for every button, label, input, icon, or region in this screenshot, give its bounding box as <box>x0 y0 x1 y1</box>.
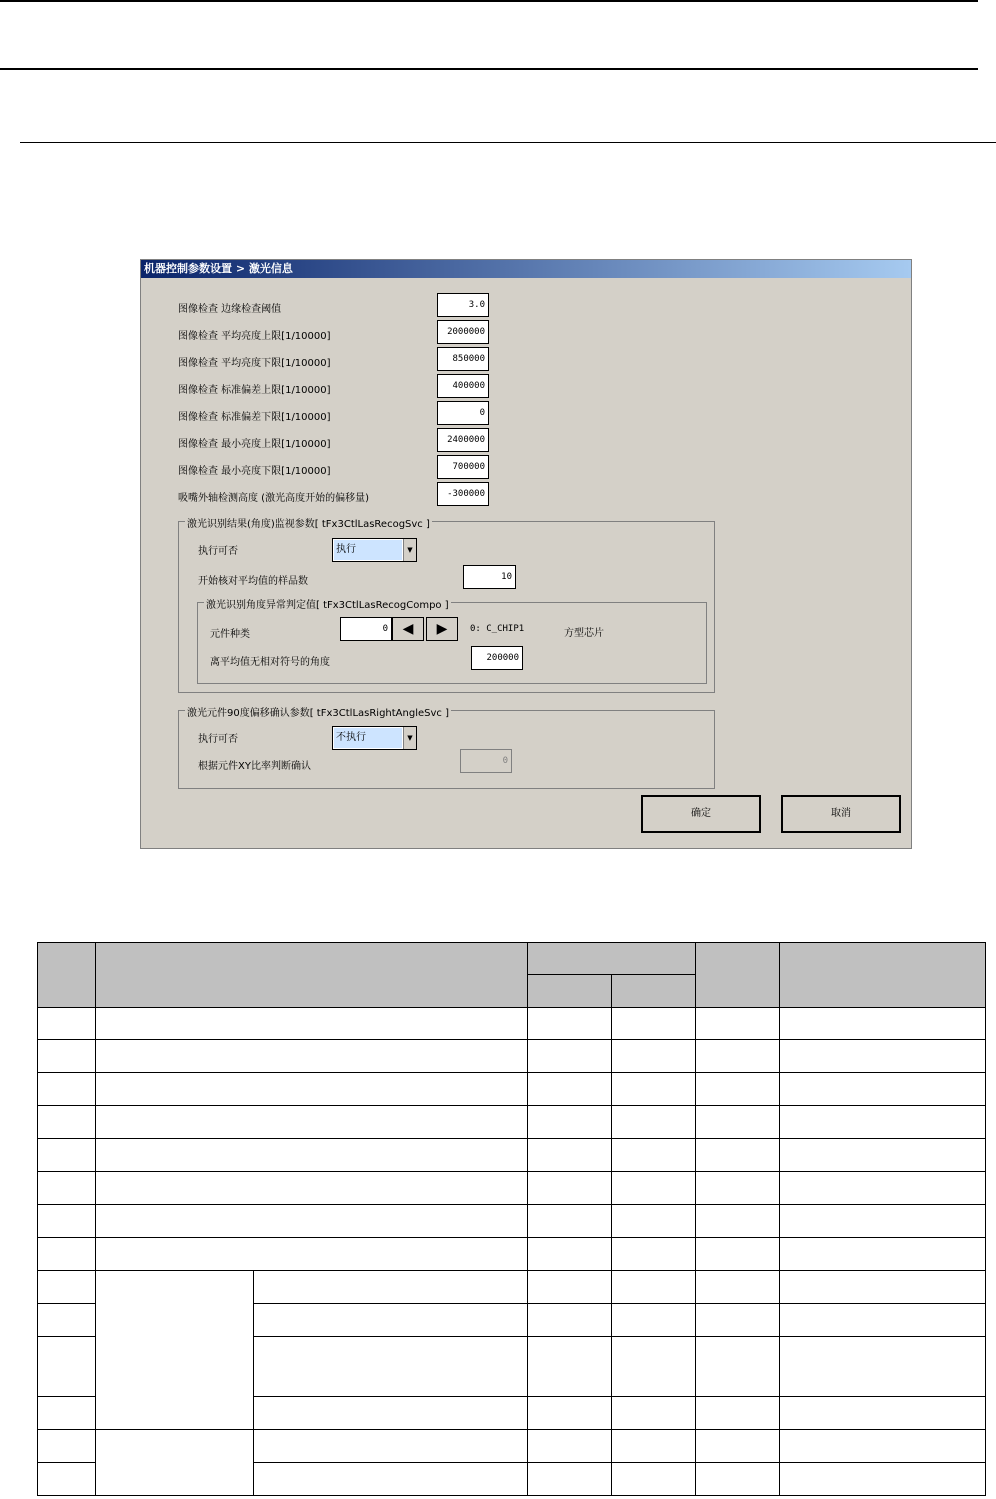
param-label-std-dev-lower: 图像检查 标准偏差下限[1/10000] <box>178 412 331 423</box>
ok-button[interactable]: 确定 <box>641 795 761 833</box>
param-input-std-dev-upper[interactable]: 400000 <box>437 374 489 398</box>
header-cell <box>96 943 528 1008</box>
parameter-spec-table <box>37 942 986 1496</box>
param-input-min-bright-upper[interactable]: 2400000 <box>437 428 489 452</box>
param-label-avg-bright-upper: 图像检查 平均亮度上限[1/10000] <box>178 331 331 342</box>
table-row <box>38 1073 986 1106</box>
group2-exec-select[interactable] <box>332 726 417 750</box>
table-row <box>38 1271 986 1304</box>
table-row <box>38 1139 986 1172</box>
table-row <box>38 1106 986 1139</box>
header-cell <box>38 943 96 1008</box>
header-cell <box>780 943 986 1008</box>
group1-exec-label: 执行可否 <box>198 546 238 557</box>
header-cell <box>528 943 696 975</box>
angle-deviation-label: 离平均值无相对符号的角度 <box>210 657 330 668</box>
header-cell <box>528 975 612 1008</box>
param-input-avg-bright-lower[interactable]: 850000 <box>437 347 489 371</box>
param-label-std-dev-upper: 图像检查 标准偏差上限[1/10000] <box>178 385 331 396</box>
dialog-title: 机器控制参数设置 > 激光信息 <box>141 260 911 278</box>
param-label-avg-bright-lower: 图像检查 平均亮度下限[1/10000] <box>178 358 331 369</box>
param-label-edge-threshold: 图像检查 边缘检查阈值 <box>178 304 282 315</box>
table-row <box>38 1205 986 1238</box>
group1-exec-select[interactable] <box>332 538 417 562</box>
laser-info-dialog <box>140 259 912 849</box>
table-header-row <box>38 943 986 975</box>
laser-recog-monitor-group <box>178 521 715 693</box>
table-row <box>38 1430 986 1463</box>
right-angle-confirm-group-title: 激光元件90度偏移确认参数[ tFx3CtlLasRightAngleSvc ] <box>185 704 451 719</box>
group1-exec-value: 执行 <box>334 540 402 560</box>
laser-recog-monitor-group-title: 激光识别结果(角度)监视参数[ tFx3CtlLasRecogSvc ] <box>185 515 432 530</box>
group2-exec-value: 不执行 <box>334 728 402 748</box>
section-rule <box>20 142 996 143</box>
prev-arrow-icon[interactable]: ◀ <box>392 617 424 641</box>
table-row <box>38 1238 986 1271</box>
angle-abnormal-group-title: 激光识别角度异常判定值[ tFx3CtlLasRecogCompo ] <box>204 596 451 611</box>
header-rule <box>0 68 978 70</box>
group1-samples-label: 开始核对平均值的样品数 <box>198 576 308 587</box>
angle-abnormal-group <box>197 602 707 684</box>
group2-exec-label: 执行可否 <box>198 734 238 745</box>
table-row <box>38 1008 986 1040</box>
component-type-code: 0: C_CHIP1 <box>470 624 525 634</box>
chevron-down-icon[interactable]: ▼ <box>403 539 416 561</box>
param-input-edge-threshold[interactable]: 3.0 <box>437 293 489 317</box>
table-row <box>38 1172 986 1205</box>
param-input-nozzle-height[interactable]: -300000 <box>437 482 489 506</box>
cancel-button[interactable]: 取消 <box>781 795 901 833</box>
next-arrow-icon[interactable]: ▶ <box>426 617 458 641</box>
header-cell <box>612 975 696 1008</box>
component-type-input[interactable]: 0 <box>340 617 392 641</box>
param-label-nozzle-height: 吸嘴外轴检测高度 (激光高度开始的偏移量) <box>178 493 369 504</box>
group1-samples-input[interactable]: 10 <box>463 565 516 589</box>
top-rule <box>0 0 978 2</box>
param-label-min-bright-upper: 图像检查 最小亮度上限[1/10000] <box>178 439 331 450</box>
param-input-min-bright-lower[interactable]: 700000 <box>437 455 489 479</box>
xy-ratio-label: 根据元件XY比率判断确认 <box>198 761 311 772</box>
component-type-name: 方型芯片 <box>564 628 604 639</box>
param-label-min-bright-lower: 图像检查 最小亮度下限[1/10000] <box>178 466 331 477</box>
header-cell <box>696 943 780 1008</box>
angle-deviation-input[interactable]: 200000 <box>471 646 523 670</box>
table-row <box>38 1040 986 1073</box>
param-input-std-dev-lower[interactable]: 0 <box>437 401 489 425</box>
right-angle-confirm-group <box>178 710 715 789</box>
chevron-down-icon[interactable]: ▼ <box>403 727 416 749</box>
component-type-label: 元件种类 <box>210 629 250 640</box>
xy-ratio-input: 0 <box>460 749 512 773</box>
param-input-avg-bright-upper[interactable]: 2000000 <box>437 320 489 344</box>
